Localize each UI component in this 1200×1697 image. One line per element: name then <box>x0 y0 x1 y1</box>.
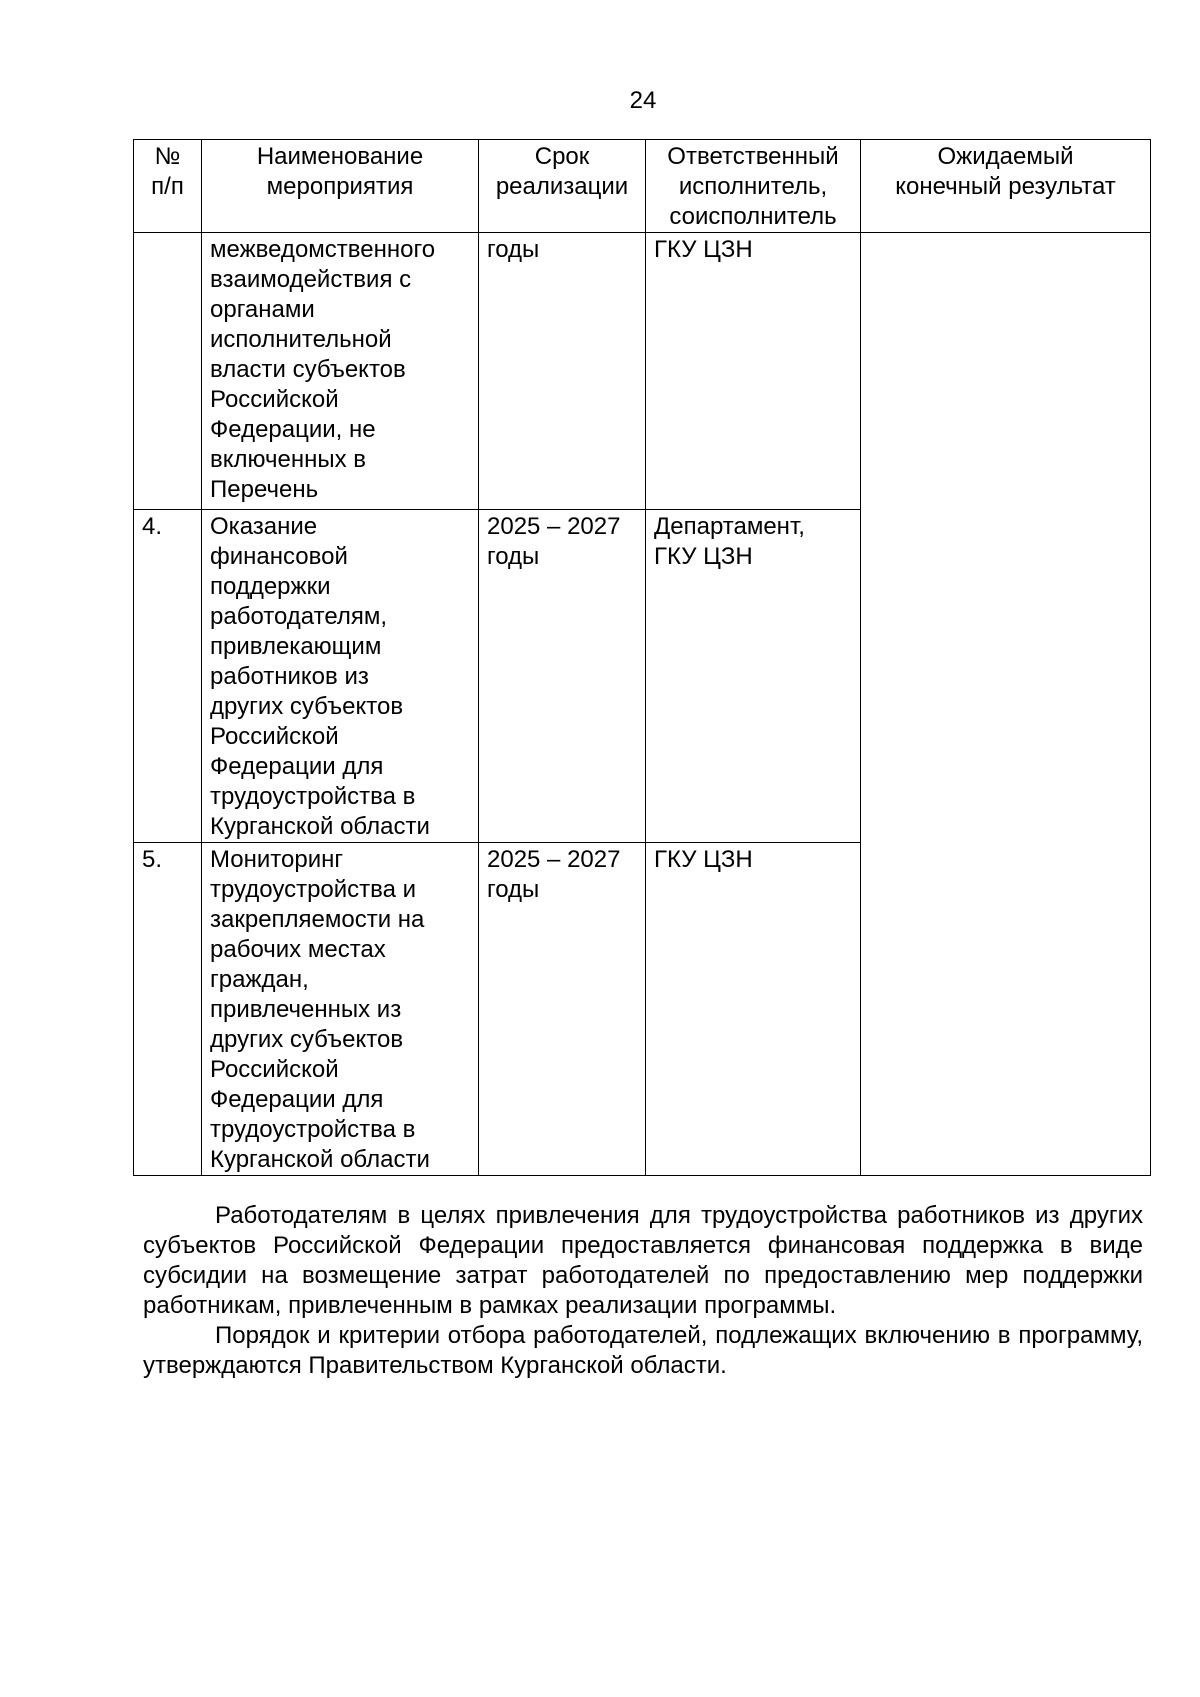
body-text <box>143 1201 1143 1381</box>
row-name: Мониторинг трудоустройства и закрепляемости на рабочих местах граждан, привлеченных из других субъектов Российской Федерации для трудоустройства в Курганской области <box>202 843 479 1176</box>
page-number: 24 <box>629 87 657 114</box>
row-num <box>134 233 202 510</box>
header-name: Наименование мероприятия <box>202 140 479 233</box>
row-responsible: ГКУ ЦЗН <box>646 233 861 510</box>
header-num: № п/п <box>134 140 202 233</box>
header-result: Ожидаемый конечный результат <box>861 140 1151 233</box>
table-header-row <box>134 140 1151 233</box>
table-row <box>134 233 1151 510</box>
row-name: Оказание финансовой поддержки работодателям, привлекающим работников из других субъектов Российской Федерации для трудоустройства в Курганской области <box>202 510 479 843</box>
row-result <box>861 233 1151 1176</box>
paragraph: Порядок и критерии отбора работодателей, подлежащих включению в программу, утверждаются Правительством Курганской области. <box>143 1322 1143 1379</box>
row-name: межведомственного взаимодействия с органами исполнительной власти субъектов Российской Федерации, не включенных в Перечень <box>202 233 479 510</box>
row-term: 2025 – 2027 годы <box>479 510 646 843</box>
row-num: 5. <box>134 843 202 1176</box>
row-responsible: ГКУ ЦЗН <box>646 843 861 1176</box>
paragraph: Работодателям в целях привлечения для трудоустройства работников из других субъектов Российской Федерации предоставляется финансовая поддержка в виде субсидии на возмещение затрат работодателей по предоставлению мер поддержки работникам, привлеченным в рамках реализации программы. <box>143 1202 1143 1319</box>
row-term: 2025 – 2027 годы <box>479 843 646 1176</box>
measures-table <box>133 139 1151 1176</box>
row-num: 4. <box>134 510 202 843</box>
row-term: годы <box>479 233 646 510</box>
header-term: Срок реализации <box>479 140 646 233</box>
row-responsible: Департамент, ГКУ ЦЗН <box>646 510 861 843</box>
header-responsible: Ответственный исполнитель, соисполнитель <box>646 140 861 233</box>
